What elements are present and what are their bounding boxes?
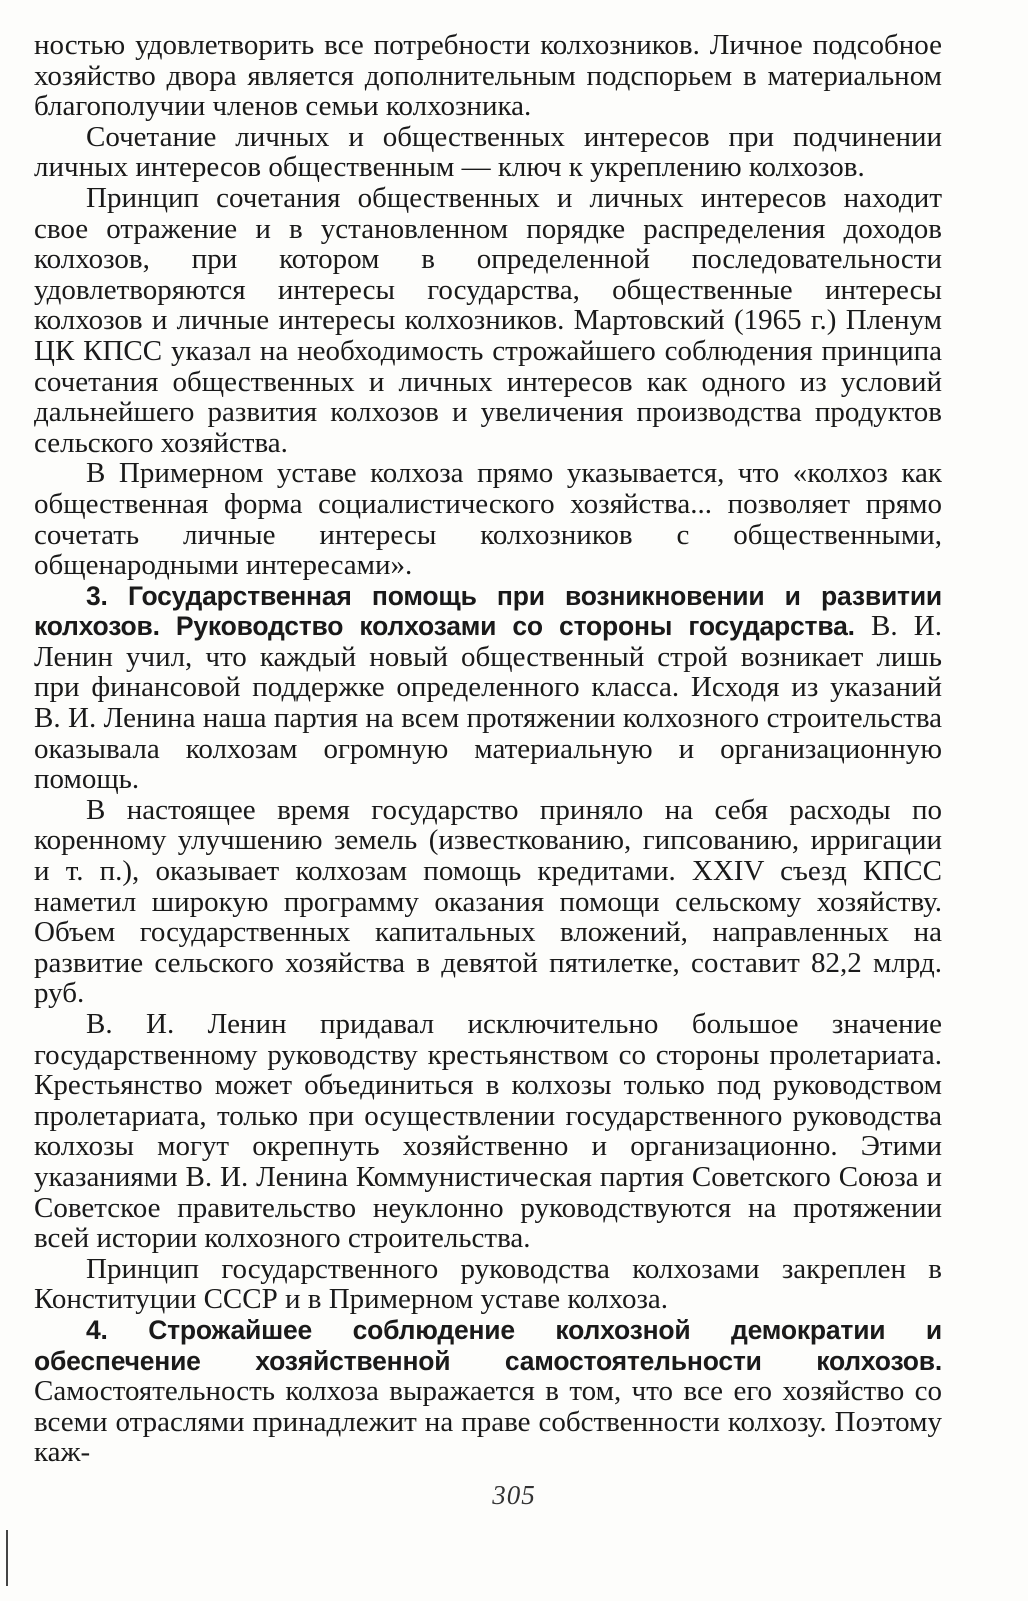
section-4-heading: 4. Строжайшее соблюдение колхозной демократии и обеспечение хозяйственной самостоятельности колхозов. [34, 1314, 942, 1376]
paragraph-9 [34, 1315, 942, 1468]
section-3-heading: 3. Государственная помощь при возникновении и развитии колхозов. Руководство колхозами со стороны государства. [34, 580, 942, 642]
paragraph-7 [34, 1009, 942, 1254]
paragraph-3-text: Принцип сочетания общественных и личных интересов находит свое отражение и в установленном порядке распределения доходов колхозов, при котором в определенной последовательности удовлетворяются интересы государства, общественные интересы колхозов и личные интересы колхозников. Мартовский (1965 г.) Пленум ЦК КПСС указал на необходимость строжайшего соблюдения принципа сочетания общественных и личных интересов как одного из условий дальнейшего развития колхозов и увеличения производства продуктов сельского хозяйства. [34, 181, 942, 459]
paragraph-1 [34, 30, 942, 122]
page-number: 305 [492, 1480, 536, 1510]
page-body [34, 30, 942, 1468]
paragraph-5-text: В. И. Ленин учил, что каждый новый общественный строй возникает лишь при финансовой поддержке определенного класса. Исходя из указаний В. И. Ленина наша партия на всем протяжении колхозного строительства оказывала колхозам огромную материальную и организационную помощь. [34, 610, 942, 796]
paragraph-6 [34, 795, 942, 1009]
paragraph-8 [34, 1254, 942, 1315]
paragraph-1-text: ностью удовлетворить все потребности колхозников. Личное подсобное хозяйство двора является дополнительным подспорьем в материальном благополучии членов семьи колхозника. [34, 29, 942, 123]
paragraph-4 [34, 458, 942, 580]
paragraph-4-text: В Примерном уставе колхоза прямо указывается, что «колхоз как общественная форма социалистического хозяйства... позволяет прямо сочетать личные интересы колхозников с общественными, общенародными интересами». [34, 457, 942, 582]
paragraph-9-text: Самостоятельность колхоза выражается в том, что все его хозяйство со всеми отраслями принадлежит на праве собственности колхозу. Поэтому каж- [34, 1375, 942, 1469]
paragraph-5 [34, 581, 942, 795]
paragraph-6-text: В настоящее время государство приняло на себя расходы по коренному улучшению земель (известкованию, гипсованию, ирригации и т. п.), оказывает колхозам помощь кредитами. XXIV съезд КПСС наметил широкую программу оказания помощи сельскому хозяйству. Объем государственных капитальных вложений, направленных на развитие сельского хозяйства в девятой пятилетке, составит 82,2 млрд. руб. [34, 793, 942, 1010]
paragraph-7-text: В. И. Ленин придавал исключительно большое значение государственному руководству крестьянством со стороны пролетариата. Крестьянство может объединиться в колхозы только под руководством пролетариата, только при осуществлении государственного руководства колхозы могут окрепнуть хозяйственно и организационно. Этими указаниями В. И. Ленина Коммунистическая партия Советского Союза и Советское правительство неуклонно руководствуются на протяжении всей истории колхозного строительства. [34, 1008, 942, 1255]
paragraph-2 [34, 122, 942, 183]
scan-edge-mark [6, 1530, 8, 1586]
paragraph-3 [34, 183, 942, 458]
paragraph-8-text: Принцип государственного руководства колхозами закреплен в Конституции СССР и в Примерном уставе колхоза. [34, 1252, 942, 1316]
paragraph-2-text: Сочетание личных и общественных интересов при подчинении личных интересов общественным — ключ к укреплению колхозов. [34, 120, 942, 184]
